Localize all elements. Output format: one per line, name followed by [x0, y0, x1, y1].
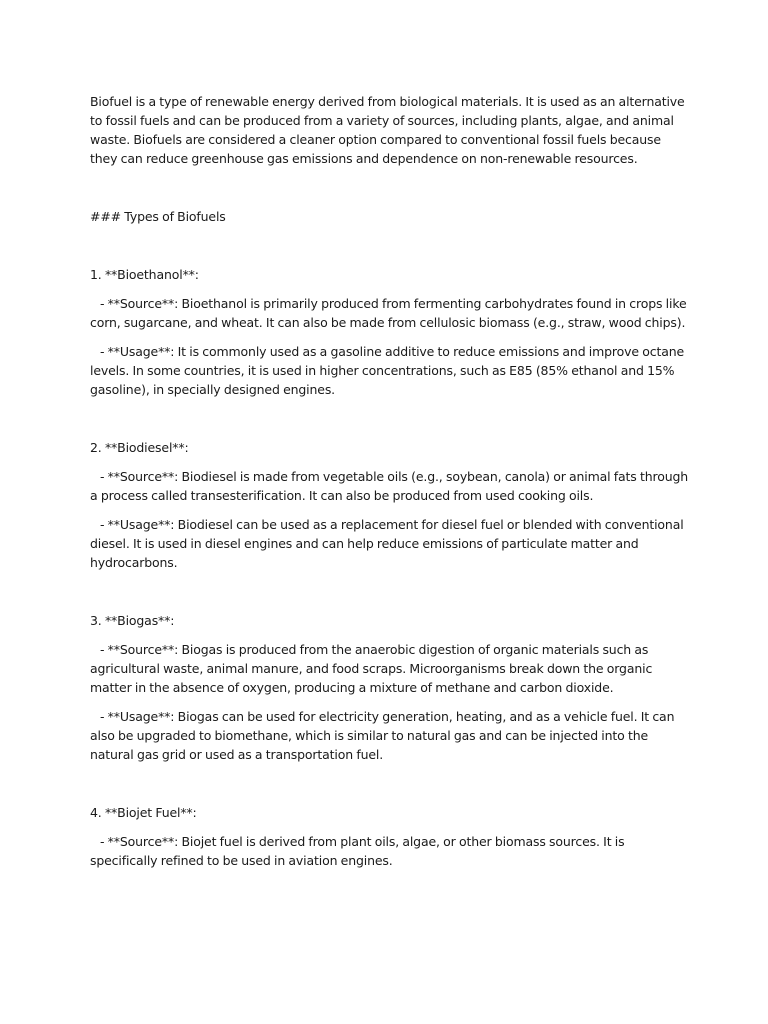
item-source: - **Source**: Biodiesel is made from vegetable oils (e.g., soybean, canola) or animal fats through a process called transesterification. It can also be produced from used cooking oils. [90, 469, 692, 503]
item-source: - **Source**: Biogas is produced from the anaerobic digestion of organic materials such as agricultural waste, animal manure, and food scraps. Microorganisms break down the organic matter in the absence of oxygen, producing a mixture of methane and carbon dioxide. [90, 642, 656, 695]
item-title: 1. **Bioethanol**: [90, 267, 199, 282]
item-source: - **Source**: Biojet fuel is derived from plant oils, algae, or other biomass sources. It is specifically refined to be used in aviation engines. [90, 834, 628, 868]
intro-paragraph: Biofuel is a type of renewable energy derived from biological materials. It is used as an alternative to fossil fuels and can be produced from a variety of sources, including plants, algae, and animal waste. Biofuels are considered a cleaner option compared to conventional fossil fuels because they can reduce greenhouse gas emissions and dependence on non-renewable resources. [90, 94, 688, 166]
list-item [90, 611, 690, 764]
section-heading: ### Types of Biofuels [90, 209, 226, 224]
list-item [90, 265, 690, 399]
list-item [90, 803, 690, 870]
item-title: 2. **Biodiesel**: [90, 440, 189, 455]
item-title: 3. **Biogas**: [90, 613, 175, 628]
item-usage: - **Usage**: Biogas can be used for electricity generation, heating, and as a vehicle fuel. It can also be upgraded to biomethane, which is similar to natural gas and can be injected into the natural gas grid or used as a transportation fuel. [90, 709, 678, 762]
item-usage: - **Usage**: It is commonly used as a gasoline additive to reduce emissions and improve octane levels. In some countries, it is used in higher concentrations, such as E85 (85% ethanol and 15% gasoline), in specially designed engines. [90, 344, 688, 397]
item-usage: - **Usage**: Biodiesel can be used as a replacement for diesel fuel or blended with conventional diesel. It is used in diesel engines and can help reduce emissions of particulate matter and hydrocarbons. [90, 517, 687, 570]
list-item [90, 438, 690, 572]
item-source: - **Source**: Bioethanol is primarily produced from fermenting carbohydrates found in crops like corn, sugarcane, and wheat. It can also be made from cellulosic biomass (e.g., straw, wood chips). [90, 296, 690, 330]
item-title: 4. **Biojet Fuel**: [90, 805, 197, 820]
document-body [90, 92, 690, 880]
